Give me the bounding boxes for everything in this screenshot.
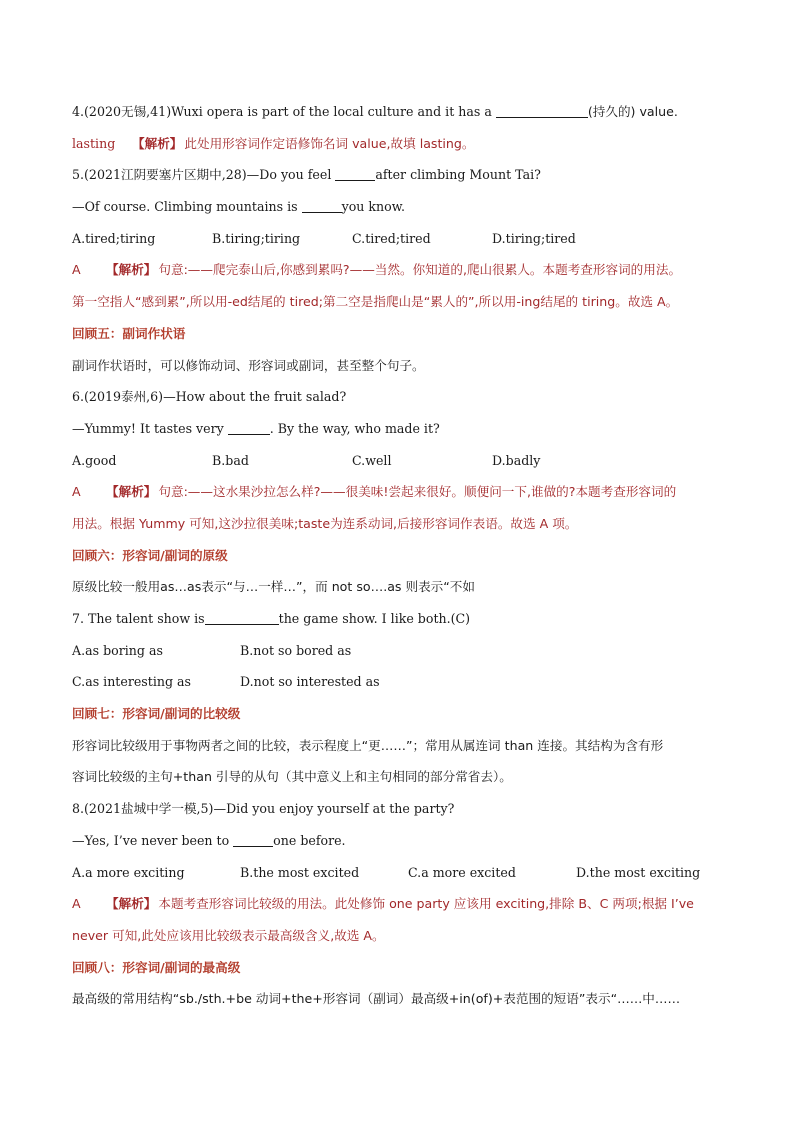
analysis-text: 此处用形容词作定语修饰名词 value,故填 lasting。 [184, 135, 475, 151]
question-6-reply [72, 413, 724, 445]
answer-6-line-1 [72, 476, 724, 508]
option-b: B.not so bored as [240, 642, 352, 658]
answer-blank [233, 832, 273, 847]
answer-blank [228, 420, 270, 435]
question-8-reply-text: —Yes, I’ve never been to [72, 832, 234, 848]
analysis-tag: 【解析】 [106, 896, 157, 912]
question-8: 8.(2021盐城中学一模,5)—Did you enjoy yourself at the party? [72, 801, 455, 817]
question-5 [72, 159, 724, 191]
analysis-text: 第一空指人“感到累”,所以用-ed结尾的 tired;第二空是指爬山是“累人的”,所以用-ing结尾的 tiring。故选 A。 [72, 294, 679, 310]
analysis-text: 句意:——这水果沙拉怎么样?——很美味!尝起来很好。顺便问一下,谁做的?本题考查形容词的 [158, 484, 677, 500]
section-5-text: 副词作状语时，可以修饰动词、形容词或副词，甚至整个句子。 [72, 357, 425, 373]
question-4 [72, 96, 724, 128]
question-6-options [72, 445, 724, 477]
question-5-stem-end: after climbing Mount Tai? [375, 167, 541, 183]
analysis-tag: 【解析】 [132, 135, 183, 151]
option-d: D.the most exciting [576, 864, 701, 880]
answer-5-line-2 [72, 286, 724, 318]
option-b: B.the most excited [240, 864, 360, 880]
question-7-options-row-1 [72, 635, 724, 667]
section-6-text: 原级比较一般用as…as表示“与…一样…”，而 not so….as 则表示“不如 [72, 579, 475, 595]
question-4-hint: (持久的) value. [587, 104, 678, 119]
option-a: A.good [72, 452, 117, 468]
answer-blank [205, 610, 279, 625]
question-6-reply-end: . By the way, who made it? [269, 420, 440, 436]
question-6-reply-text: —Yummy! It tastes very [72, 420, 228, 436]
analysis-text: never 可知,此处应该用比较级表示最高级含义,故选 A。 [72, 927, 385, 943]
analysis-text: 本题考查形容词比较级的用法。此处修饰 one party 应该用 exciting,排除 B、C 两项;根据 I’ve [158, 896, 694, 912]
option-c: C.as interesting as [72, 674, 191, 690]
option-a: A.tired;tiring [72, 230, 156, 246]
option-c: C.well [352, 452, 392, 468]
question-7-options-row-2 [72, 666, 724, 698]
answer-blank [302, 198, 342, 213]
question-8-reply-end: one before. [273, 832, 346, 848]
analysis-tag: 【解析】 [106, 484, 157, 500]
question-7-stem: 7. The talent show is [72, 611, 205, 626]
question-8-reply [72, 825, 724, 857]
answer-blank [335, 166, 375, 181]
answer-8-line-1 [72, 888, 724, 920]
option-c: C.tired;tired [352, 230, 431, 246]
section-8-text: 最高级的常用结构“sb./sth.+be 动词+the+形容词（副词）最高级+in(of)+表范围的短语”表示“……中…… [72, 991, 681, 1007]
analysis-tag: 【解析】 [106, 262, 157, 278]
section-7-text-line-1: 形容词比较级用于事物两者之间的比较，表示程度上“更……”；常用从属连词 than 连接。其结构为含有形 [72, 737, 664, 753]
question-7 [72, 603, 724, 635]
option-d: D.tiring;tired [492, 230, 576, 246]
answer-8-line-2 [72, 920, 724, 952]
question-8-options [72, 857, 724, 889]
section-heading-5: 回顾五：副词作状语 [72, 325, 186, 341]
document-page [72, 96, 724, 1015]
answer-letter: A [72, 484, 81, 500]
option-b: B.bad [212, 452, 249, 468]
section-heading-6: 回顾六：形容词/副词的原级 [72, 547, 228, 563]
question-5-reply-text: —Of course. Climbing mountains is [72, 199, 302, 215]
question-7-stem-end: the game show. I like both.(C) [278, 611, 471, 626]
answer-6-line-2 [72, 508, 724, 540]
question-5-reply-end: you know. [341, 199, 406, 215]
analysis-text: 句意:——爬完泰山后,你感到累吗?——当然。你知道的,爬山很累人。本题考查形容词的用法。 [158, 262, 682, 278]
question-5-stem: 5.(2021江阴要塞片区期中,28)—Do you feel [72, 167, 336, 183]
section-7-text-line-2: 容词比较级的主句+than 引导的从句（其中意义上和主句相同的部分常省去）。 [72, 769, 512, 785]
option-b: B.tiring;tiring [212, 230, 301, 246]
question-5-reply [72, 191, 724, 223]
answer-word: lasting [72, 135, 116, 151]
question-5-options [72, 223, 724, 255]
answer-5-line-1 [72, 254, 724, 286]
option-d: D.badly [492, 452, 541, 468]
section-heading-7: 回顾七：形容词/副词的比较级 [72, 706, 241, 722]
section-heading-8: 回顾八：形容词/副词的最高级 [72, 959, 241, 975]
answer-blank [496, 103, 588, 118]
analysis-text: 用法。根据 Yummy 可知,这沙拉很美味;taste为连系动词,后接形容词作表语。故选 A 项。 [72, 515, 578, 531]
option-a: A.a more exciting [72, 864, 185, 880]
question-6: 6.(2019泰州,6)—How about the fruit salad? [72, 389, 347, 405]
option-d: D.not so interested as [240, 674, 380, 690]
option-c: C.a more excited [408, 864, 516, 880]
question-4-stem: 4.(2020无锡,41)Wuxi opera is part of the local culture and it has a [72, 104, 496, 119]
answer-letter: A [72, 262, 81, 278]
answer-4 [72, 128, 724, 160]
answer-letter: A [72, 896, 81, 912]
option-a: A.as boring as [72, 642, 163, 658]
